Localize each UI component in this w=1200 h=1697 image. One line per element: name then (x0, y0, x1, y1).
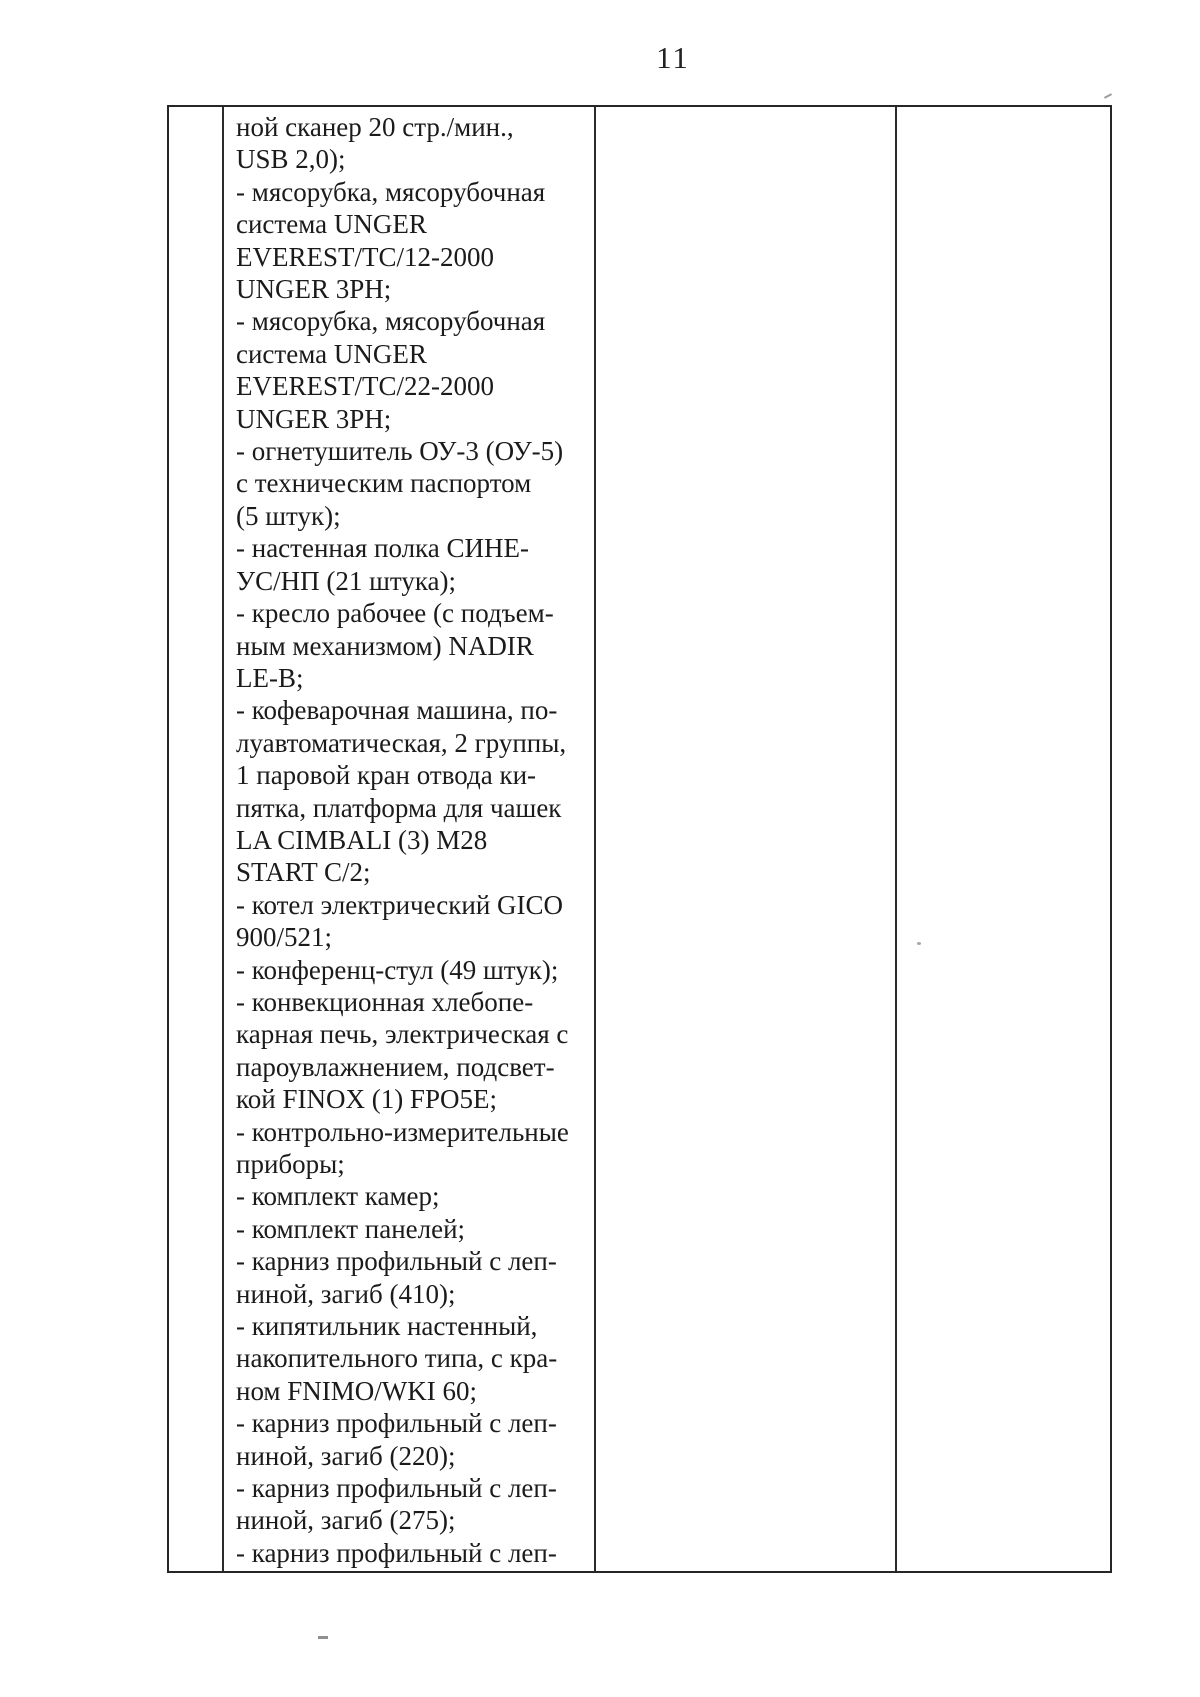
description-line: LA CIMBALI (3) M28 (236, 824, 488, 855)
description-line: - мясорубка, мясорубочная (236, 306, 546, 337)
scan-speck (318, 1636, 328, 1639)
empty-column-2 (897, 107, 1110, 1571)
description-line: - конвекционная хлебопе- (236, 986, 534, 1017)
description-line: пятка, платформа для чашек (236, 792, 562, 823)
scan-speck (1104, 93, 1112, 99)
description-line: ниной, загиб (275); (236, 1505, 456, 1536)
description-line: кой FINOX (1) FPO5E; (236, 1084, 497, 1115)
description-line: ным механизмом) NADIR (236, 630, 534, 661)
description-line: пароувлажнением, подсвет- (236, 1051, 555, 1082)
description-line: луавтоматическая, 2 группы, (236, 727, 567, 758)
description-line: ной сканер 20 стр./мин., (236, 112, 514, 142)
description-line: - карниз профильный с леп- (236, 1246, 557, 1277)
description-line: карная печь, электрическая с (236, 1019, 569, 1050)
description-line: START C/2; (236, 857, 371, 888)
page-number: 11 (656, 40, 690, 75)
description-line: - мясорубка, мясорубочная (236, 176, 546, 207)
description-line: EVEREST/TC/22-2000 (236, 371, 494, 402)
description-line: 900/521; (236, 922, 333, 953)
description-line: - карниз профильный с леп- (236, 1408, 557, 1439)
description-line: ном FNIMO/WKI 60; (236, 1375, 478, 1406)
description-column (224, 107, 596, 1571)
description-line: LE-B; (236, 662, 304, 693)
description-line: система UNGER (236, 209, 427, 240)
description-line: - конференц-стул (49 штук); (236, 954, 559, 985)
description-line: (5 штук); (236, 500, 341, 531)
description-line: ниной, загиб (220); (236, 1440, 456, 1471)
description-line: - кофеварочная машина, по- (236, 695, 558, 726)
description-line: UNGER 3PH; (236, 403, 392, 434)
row-number-column (169, 107, 224, 1571)
description-line: УС/НП (21 штука); (236, 565, 457, 596)
description-line: накопительного типа, с кра- (236, 1343, 558, 1374)
description-line: - комплект панелей; (236, 1213, 466, 1244)
inventory-table (167, 105, 1112, 1573)
description-line: - котел электрический GICO (236, 889, 564, 920)
description-line: - контрольно-измерительные (236, 1116, 569, 1147)
description-line: - огнетушитель ОУ-3 (ОУ-5) (236, 436, 564, 467)
description-line: EVEREST/TC/12-2000 (236, 241, 494, 272)
description-line: - комплект камер; (236, 1181, 440, 1212)
description-line: с техническим паспортом (236, 468, 532, 499)
description-line: - кипятильник настенный, (236, 1311, 538, 1342)
description-line: ниной, загиб (410); (236, 1278, 456, 1309)
description-line: 1 паровой кран отвода ки- (236, 760, 537, 791)
description-line: - кресло рабочее (с подъем- (236, 598, 554, 629)
description-line: система UNGER (236, 338, 427, 369)
description-line: - карниз профильный с леп- (236, 1473, 557, 1504)
description-line: USB 2,0); (236, 144, 346, 175)
description-line: - настенная полка СИНЕ- (236, 533, 529, 564)
description-line: - карниз профильный с леп- (236, 1537, 557, 1568)
description-line: приборы; (236, 1149, 345, 1179)
description-line: UNGER 3PH; (236, 274, 392, 305)
scan-speck (917, 942, 921, 945)
empty-column-1 (596, 107, 897, 1571)
